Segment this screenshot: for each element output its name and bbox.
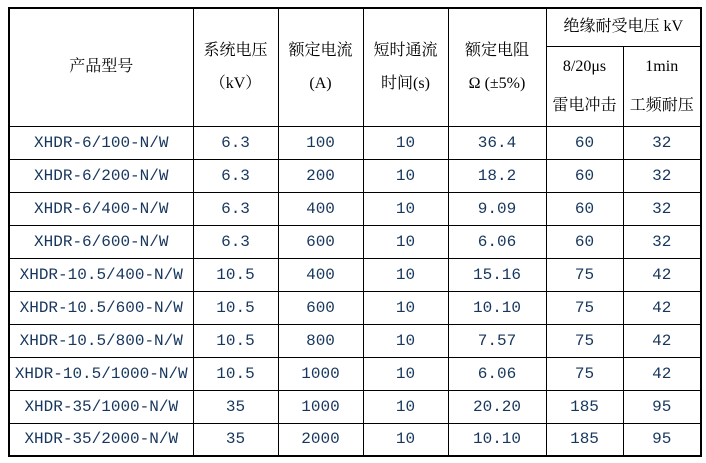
col-header-rated-current <box>278 8 363 126</box>
cell-rated-current: 400 <box>278 258 363 291</box>
cell-power-freq-voltage: 42 <box>623 324 701 357</box>
table-row <box>9 159 701 192</box>
cell-system-voltage: 10.5 <box>193 258 278 291</box>
table-row <box>9 225 701 258</box>
cell-duration: 10 <box>363 390 448 423</box>
col-header-short-time-duration-line2: 时间(s) <box>381 74 430 92</box>
cell-product-model: XHDR-35/1000-N/W <box>9 390 193 423</box>
cell-resistance: 6.06 <box>448 357 546 390</box>
cell-rated-current: 1000 <box>278 390 363 423</box>
cell-rated-current: 100 <box>278 126 363 159</box>
cell-rated-current: 2000 <box>278 423 363 456</box>
product-spec-table <box>8 7 702 457</box>
table-body <box>9 126 701 456</box>
col-header-rated-resistance-line1: 额定电阻 <box>464 41 529 59</box>
table-row <box>9 291 701 324</box>
cell-impulse-voltage: 60 <box>546 192 623 225</box>
cell-impulse-voltage: 185 <box>546 423 623 456</box>
cell-product-model: XHDR-35/2000-N/W <box>9 423 193 456</box>
cell-duration: 10 <box>363 126 448 159</box>
col-header-system-voltage-line1: 系统电压 <box>203 41 268 59</box>
cell-rated-current: 600 <box>278 225 363 258</box>
col-header-insulation-group-label: 绝缘耐受电压 kV <box>563 18 684 36</box>
cell-power-freq-voltage: 95 <box>623 423 701 456</box>
cell-resistance: 7.57 <box>448 324 546 357</box>
cell-duration: 10 <box>363 291 448 324</box>
col-header-system-voltage <box>193 8 278 126</box>
col-header-rated-resistance-line2: Ω (±5%) <box>468 74 526 92</box>
cell-product-model: XHDR-6/400-N/W <box>9 192 193 225</box>
cell-product-model: XHDR-6/200-N/W <box>9 159 193 192</box>
cell-resistance: 18.2 <box>448 159 546 192</box>
cell-product-model: XHDR-6/600-N/W <box>9 225 193 258</box>
col-header-lightning-impulse <box>546 46 623 126</box>
cell-impulse-voltage: 60 <box>546 126 623 159</box>
cell-rated-current: 200 <box>278 159 363 192</box>
cell-system-voltage: 6.3 <box>193 225 278 258</box>
col-header-lightning-impulse-line1: 8/20μs <box>562 57 607 75</box>
col-header-rated-current-line2: (A) <box>309 74 332 92</box>
table-row <box>9 324 701 357</box>
cell-resistance: 9.09 <box>448 192 546 225</box>
col-header-rated-resistance <box>448 8 546 126</box>
cell-impulse-voltage: 60 <box>546 159 623 192</box>
col-header-lightning-impulse-line2: 雷电冲击 <box>552 96 617 114</box>
cell-resistance: 10.10 <box>448 291 546 324</box>
cell-impulse-voltage: 75 <box>546 291 623 324</box>
cell-impulse-voltage: 75 <box>546 258 623 291</box>
cell-product-model: XHDR-10.5/400-N/W <box>9 258 193 291</box>
cell-system-voltage: 10.5 <box>193 324 278 357</box>
cell-duration: 10 <box>363 258 448 291</box>
cell-rated-current: 1000 <box>278 357 363 390</box>
cell-power-freq-voltage: 32 <box>623 192 701 225</box>
cell-resistance: 36.4 <box>448 126 546 159</box>
header-row-top <box>9 8 701 46</box>
table-row <box>9 390 701 423</box>
cell-rated-current: 800 <box>278 324 363 357</box>
cell-duration: 10 <box>363 159 448 192</box>
cell-power-freq-voltage: 42 <box>623 357 701 390</box>
cell-system-voltage: 6.3 <box>193 192 278 225</box>
cell-duration: 10 <box>363 324 448 357</box>
cell-duration: 10 <box>363 225 448 258</box>
cell-power-freq-voltage: 42 <box>623 291 701 324</box>
table-row <box>9 192 701 225</box>
cell-resistance: 6.06 <box>448 225 546 258</box>
col-header-short-time-duration-line1: 短时通流 <box>373 41 438 59</box>
table-header <box>9 8 701 126</box>
col-header-product-model <box>9 8 193 126</box>
cell-duration: 10 <box>363 423 448 456</box>
cell-product-model: XHDR-10.5/600-N/W <box>9 291 193 324</box>
cell-power-freq-voltage: 42 <box>623 258 701 291</box>
col-header-power-frequency-line1: 1min <box>645 57 679 75</box>
table-row <box>9 357 701 390</box>
cell-duration: 10 <box>363 357 448 390</box>
cell-rated-current: 600 <box>278 291 363 324</box>
cell-impulse-voltage: 185 <box>546 390 623 423</box>
cell-power-freq-voltage: 32 <box>623 159 701 192</box>
cell-impulse-voltage: 75 <box>546 324 623 357</box>
cell-duration: 10 <box>363 192 448 225</box>
cell-system-voltage: 35 <box>193 423 278 456</box>
col-header-product-model-label: 产品型号 <box>69 58 134 76</box>
col-header-system-voltage-line2: （kV） <box>209 74 262 92</box>
cell-system-voltage: 35 <box>193 390 278 423</box>
cell-system-voltage: 6.3 <box>193 159 278 192</box>
table-row <box>9 126 701 159</box>
table-row <box>9 423 701 456</box>
cell-system-voltage: 10.5 <box>193 291 278 324</box>
cell-impulse-voltage: 75 <box>546 357 623 390</box>
cell-resistance: 15.16 <box>448 258 546 291</box>
cell-power-freq-voltage: 32 <box>623 126 701 159</box>
col-header-rated-current-line1: 额定电流 <box>288 41 353 59</box>
cell-product-model: XHDR-10.5/1000-N/W <box>9 357 193 390</box>
cell-product-model: XHDR-10.5/800-N/W <box>9 324 193 357</box>
cell-system-voltage: 10.5 <box>193 357 278 390</box>
cell-rated-current: 400 <box>278 192 363 225</box>
col-header-power-frequency <box>623 46 701 126</box>
cell-product-model: XHDR-6/100-N/W <box>9 126 193 159</box>
cell-impulse-voltage: 60 <box>546 225 623 258</box>
cell-resistance: 10.10 <box>448 423 546 456</box>
col-header-insulation-group <box>546 8 701 46</box>
table-row <box>9 258 701 291</box>
cell-resistance: 20.20 <box>448 390 546 423</box>
cell-system-voltage: 6.3 <box>193 126 278 159</box>
col-header-short-time-duration <box>363 8 448 126</box>
col-header-power-frequency-line2: 工频耐压 <box>629 96 694 114</box>
cell-power-freq-voltage: 95 <box>623 390 701 423</box>
cell-power-freq-voltage: 32 <box>623 225 701 258</box>
